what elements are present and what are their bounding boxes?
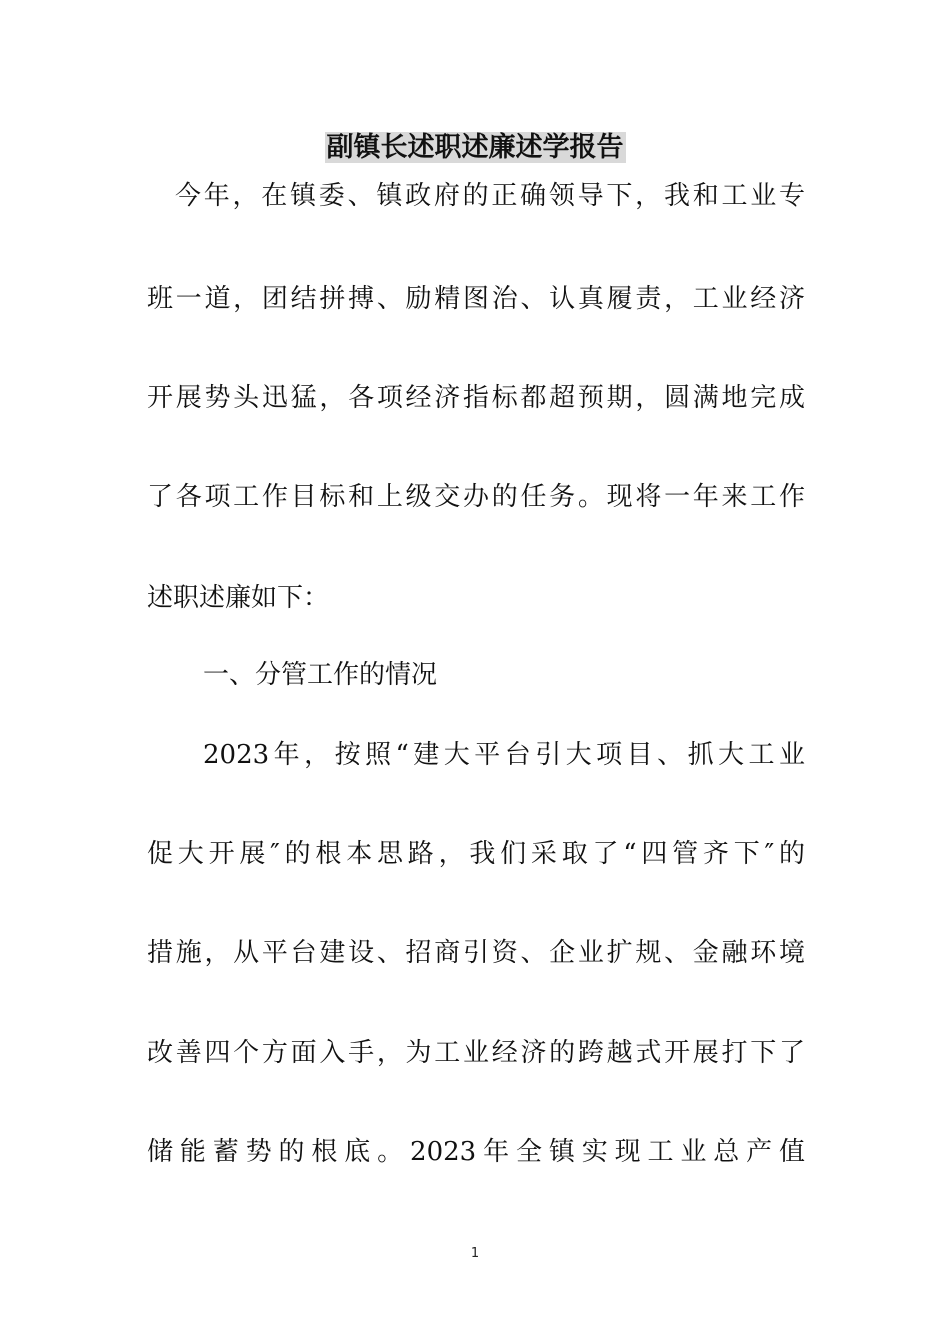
page-number: 1: [470, 1246, 480, 1261]
title-text: 副镇长述职述廉述学报告: [326, 132, 624, 163]
paragraph-line: 了各项工作目标和上级交办的任务。现将一年来工作: [147, 482, 805, 512]
paragraph-line: 开展势头迅猛，各项经济指标都超预期，圆满地完成: [147, 383, 805, 413]
paragraph-line: 班一道，团结拼搏、励精图治、认真履责，工业经济: [147, 284, 805, 314]
paragraph-line: 储能蓄势的根底。2023年全镇实现工业总产值: [147, 1137, 805, 1167]
page-title: [0, 128, 950, 168]
section-heading: 一、分管工作的情况: [203, 660, 438, 690]
paragraph-line: 促大开展″的根本思路，我们采取了“四管齐下″的: [147, 839, 805, 869]
paragraph-line: 改善四个方面入手，为工业经济的跨越式开展打下了: [147, 1038, 805, 1068]
paragraph-line: 今年，在镇委、镇政府的正确领导下，我和工业专: [175, 181, 805, 211]
paragraph-line: 措施，从平台建设、招商引资、企业扩规、金融环境: [147, 938, 805, 968]
paragraph-line: 2023年，按照“建大平台引大项目、抓大工业: [203, 740, 805, 770]
paragraph-line: 述职述廉如下：: [147, 583, 330, 613]
